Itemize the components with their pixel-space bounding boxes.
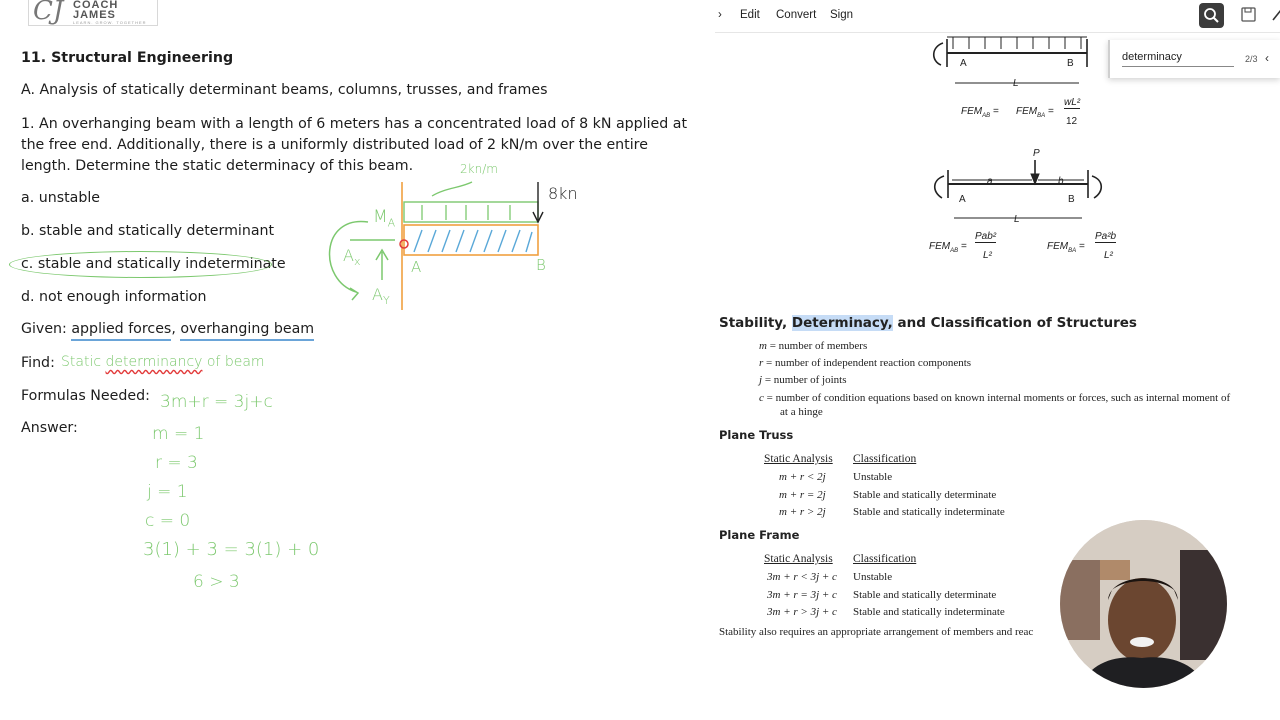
save-button[interactable] <box>1240 6 1258 24</box>
formulas-label: Formulas Needed: <box>21 388 150 404</box>
sketch-b: B <box>536 256 546 274</box>
truss-col-class: Classification <box>853 453 917 465</box>
find-prev-button[interactable]: ‹ <box>1265 51 1269 65</box>
save-icon <box>1240 6 1258 24</box>
j-value: j = 1 <box>147 482 188 502</box>
frame-row-3-cond: 3m + r > 3j + c <box>767 606 837 618</box>
sketch-ay: $A_Y$ <box>372 285 390 308</box>
r-value: r = 3 <box>155 453 198 473</box>
find-label: Find: <box>21 355 55 371</box>
fem2-label-a: A <box>959 194 966 205</box>
result: 6 > 3 <box>193 572 240 592</box>
logo-name: COACH JAMES <box>73 0 119 21</box>
fem2-label-l: L <box>1014 214 1020 225</box>
frame-col-static: Static Analysis <box>764 553 833 565</box>
coach-james-logo <box>28 0 158 26</box>
question-text: 1. An overhanging beam with a length of 6 meters has a concentrated load of 8 kN applied at the free end. Additionally, there is a uniformly distributed load of 2 kN/m over the entire length. Determine the static determinacy of this beam. <box>21 116 688 174</box>
truss-row-1-class: Unstable <box>853 471 893 483</box>
search-icon <box>1199 3 1224 28</box>
truss-row-3-class: Stable and statically indeterminate <box>853 506 1005 518</box>
given-label: Given: <box>21 321 67 337</box>
m-value: m = 1 <box>152 424 205 444</box>
fem2-den1: L² <box>983 250 992 261</box>
given-line: Given: applied forces, overhanging beam <box>21 321 314 337</box>
search-highlight: Determinacy, <box>791 315 893 331</box>
truss-row-1-cond: m + r < 2j <box>779 471 826 483</box>
sketch-ax: $A_x$ <box>343 246 361 269</box>
sketch-point-label: 8kn <box>548 184 578 203</box>
fem1-label-l: L <box>1013 78 1019 89</box>
fem1-den: 12 <box>1066 116 1078 127</box>
fem2-label-b-dim: b <box>1058 176 1064 187</box>
pdf-toolbar <box>715 0 1280 33</box>
truss-row-3-cond: m + r > 2j <box>779 506 826 518</box>
sketch-udl-label: 2kn/m <box>460 162 498 176</box>
frame-row-2-cond: 3m + r = 3j + c <box>767 589 837 601</box>
fem2-num2: Pa²b <box>1095 231 1117 242</box>
fem1-ba: $FEM_{BA}$ = <box>1016 106 1054 119</box>
fem1-num: wL² <box>1064 97 1081 108</box>
section-heading: 11. Structural Engineering <box>21 50 234 66</box>
option-c: c. stable and statically indeterminate <box>21 256 286 272</box>
truss-row-2-cond: m + r = 2j <box>779 489 826 501</box>
fem2-ab: $FEM_{AB}$ = <box>929 241 967 254</box>
toolbar-edit[interactable]: Edit <box>740 9 760 21</box>
fem1-ab: $FEM_{AB}$ = <box>961 106 999 119</box>
plane-truss-title: Plane Truss <box>719 428 794 442</box>
substitution: 3(1) + 3 = 3(1) + 0 <box>143 539 320 560</box>
logo-tagline: LEARN. GROW. TOGETHER <box>73 20 147 25</box>
toolbar-convert[interactable]: Convert <box>776 9 817 21</box>
def-c: c = number of condition equations based on known internal moments or forces, such as internal moment of <box>759 392 1231 404</box>
fem1-label-b: B <box>1067 58 1074 69</box>
truss-col-static: Static Analysis <box>764 453 833 465</box>
presenter-photo <box>1060 520 1227 688</box>
search-button[interactable] <box>1199 3 1224 28</box>
toolbar-sign[interactable]: Sign <box>830 9 854 21</box>
c-value: c = 0 <box>145 511 191 531</box>
fem2-label-a-dim: a <box>987 176 993 187</box>
toolbar-overflow[interactable]: › <box>718 9 722 21</box>
answer-circle-annotation <box>9 251 272 278</box>
logo-mark: CJ <box>33 0 64 26</box>
truss-row-2-class: Stable and statically determinate <box>853 489 997 501</box>
fem2-num1: Pab² <box>975 231 997 242</box>
stability-section-title: Stability, Determinacy, and Classification of Structures <box>719 315 1137 331</box>
fem2-label-b: B <box>1068 194 1075 205</box>
option-d: d. not enough information <box>21 289 207 305</box>
given-applied-forces: applied forces <box>71 321 171 341</box>
answer-label: Answer: <box>21 420 78 436</box>
fem2-den2: L² <box>1104 250 1113 261</box>
stability-footer-text: Stability also requires an appropriate arrangement of members and reac <box>719 626 1034 638</box>
def-r: r = number of independent reaction components <box>759 357 972 369</box>
pen-icon <box>1271 6 1280 24</box>
plane-frame-title: Plane Frame <box>719 528 800 542</box>
fem1-label-a: A <box>960 58 967 69</box>
edit-pen-button[interactable] <box>1271 6 1280 24</box>
find-count: 2/3 <box>1245 54 1258 64</box>
option-a: a. unstable <box>21 190 101 206</box>
sketch-ma: $M_A$ <box>373 207 396 230</box>
option-b: b. stable and statically determinant <box>21 223 275 239</box>
given-overhanging-beam: overhanging beam <box>180 321 314 341</box>
find-bar <box>1108 40 1280 78</box>
def-j: j = number of joints <box>759 374 847 386</box>
frame-row-3-class: Stable and statically indeterminate <box>853 606 1005 618</box>
fem2-label-p: P <box>1033 148 1040 159</box>
frame-col-class: Classification <box>853 553 917 565</box>
frame-row-1-class: Unstable <box>853 571 893 583</box>
fem-point-diagram <box>920 160 1120 230</box>
find-handwriting: Static determinancy of beam <box>61 354 265 370</box>
find-input[interactable]: determinacy <box>1122 51 1234 67</box>
def-m: m = number of members <box>759 340 868 352</box>
frame-row-2-class: Stable and statically determinate <box>853 589 997 601</box>
presenter-webcam <box>1060 520 1227 688</box>
section-subheading: A. Analysis of statically determinant beams, columns, trusses, and frames <box>21 82 548 98</box>
def-c-cont: at a hinge <box>780 406 823 418</box>
fem2-ba: $FEM_{BA}$ = <box>1047 241 1085 254</box>
formula-handwriting: 3m+r = 3j+c <box>160 392 273 412</box>
sketch-a: A <box>411 258 422 276</box>
frame-row-1-cond: 3m + r < 3j + c <box>767 571 837 583</box>
